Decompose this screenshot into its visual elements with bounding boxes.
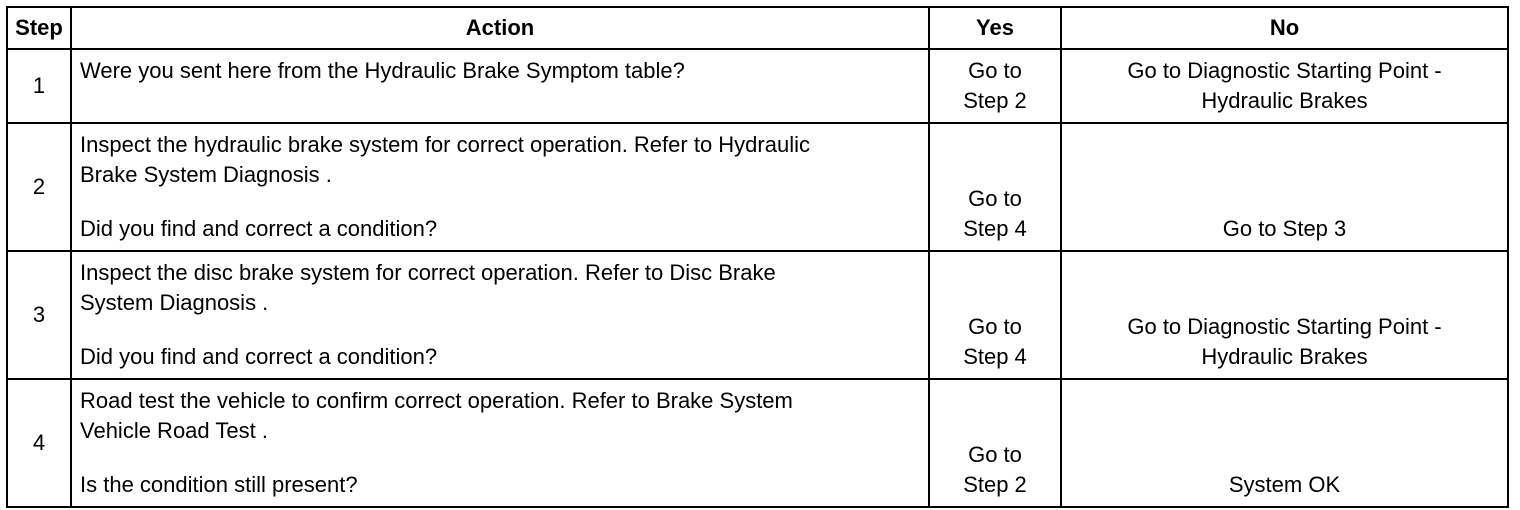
step-number: 1 [7, 49, 71, 123]
action-text: Vehicle Road Test . [80, 418, 268, 443]
spacer [80, 446, 920, 470]
action-text: System Diagnosis . [80, 290, 269, 315]
action-text: Brake System Diagnosis . [80, 162, 332, 187]
no-cell [1061, 251, 1508, 379]
no-link[interactable]: System OK [1228, 472, 1341, 497]
action-cell [71, 379, 929, 507]
header-step: Step [7, 7, 71, 49]
action-cell [71, 49, 929, 123]
header-yes: Yes [929, 7, 1061, 49]
action-text: Road test the vehicle to confirm correct operation. Refer to Brake System [80, 388, 793, 413]
yes-link[interactable]: Step 2 [963, 88, 1027, 113]
action-cell [71, 123, 929, 251]
action-text: Were you sent here from the Hydraulic Brake Symptom table? [80, 58, 685, 83]
header-action: Action [71, 7, 929, 49]
header-no: No [1061, 7, 1508, 49]
no-cell [1061, 123, 1508, 251]
table-row [7, 379, 1508, 507]
no-cell [1061, 49, 1508, 123]
no-link[interactable]: Go to Diagnostic Starting Point - [1127, 58, 1442, 83]
action-cell [71, 251, 929, 379]
yes-link[interactable]: Step 2 [963, 472, 1027, 497]
diagnostic-table-container [6, 6, 1507, 508]
no-link[interactable]: Hydraulic Brakes [1201, 88, 1368, 113]
yes-link[interactable]: Step 4 [963, 344, 1027, 369]
action-text: Inspect the hydraulic brake system for correct operation. Refer to Hydraulic [80, 132, 810, 157]
yes-link[interactable]: Step 4 [963, 216, 1027, 241]
action-question: Did you find and correct a condition? [80, 344, 438, 369]
yes-link[interactable]: Go to [968, 442, 1022, 467]
spacer [80, 190, 920, 214]
no-link[interactable]: Hydraulic Brakes [1201, 344, 1368, 369]
step-number: 3 [7, 251, 71, 379]
yes-cell [929, 251, 1061, 379]
action-question: Did you find and correct a condition? [80, 216, 438, 241]
yes-link[interactable]: Go to [968, 58, 1022, 83]
diagnostic-table [6, 6, 1509, 508]
no-cell [1061, 379, 1508, 507]
step-number: 4 [7, 379, 71, 507]
yes-cell [929, 123, 1061, 251]
action-text: Inspect the disc brake system for correct operation. Refer to Disc Brake [80, 260, 776, 285]
action-question: Is the condition still present? [80, 472, 358, 497]
yes-cell [929, 49, 1061, 123]
no-link[interactable]: Go to Step 3 [1222, 216, 1347, 241]
yes-cell [929, 379, 1061, 507]
yes-link[interactable]: Go to [968, 314, 1022, 339]
yes-link[interactable]: Go to [968, 186, 1022, 211]
no-link[interactable]: Go to Diagnostic Starting Point - [1127, 314, 1442, 339]
table-row [7, 251, 1508, 379]
table-row [7, 49, 1508, 123]
spacer [80, 318, 920, 342]
step-number: 2 [7, 123, 71, 251]
table-row [7, 123, 1508, 251]
table-header-row [7, 7, 1508, 49]
